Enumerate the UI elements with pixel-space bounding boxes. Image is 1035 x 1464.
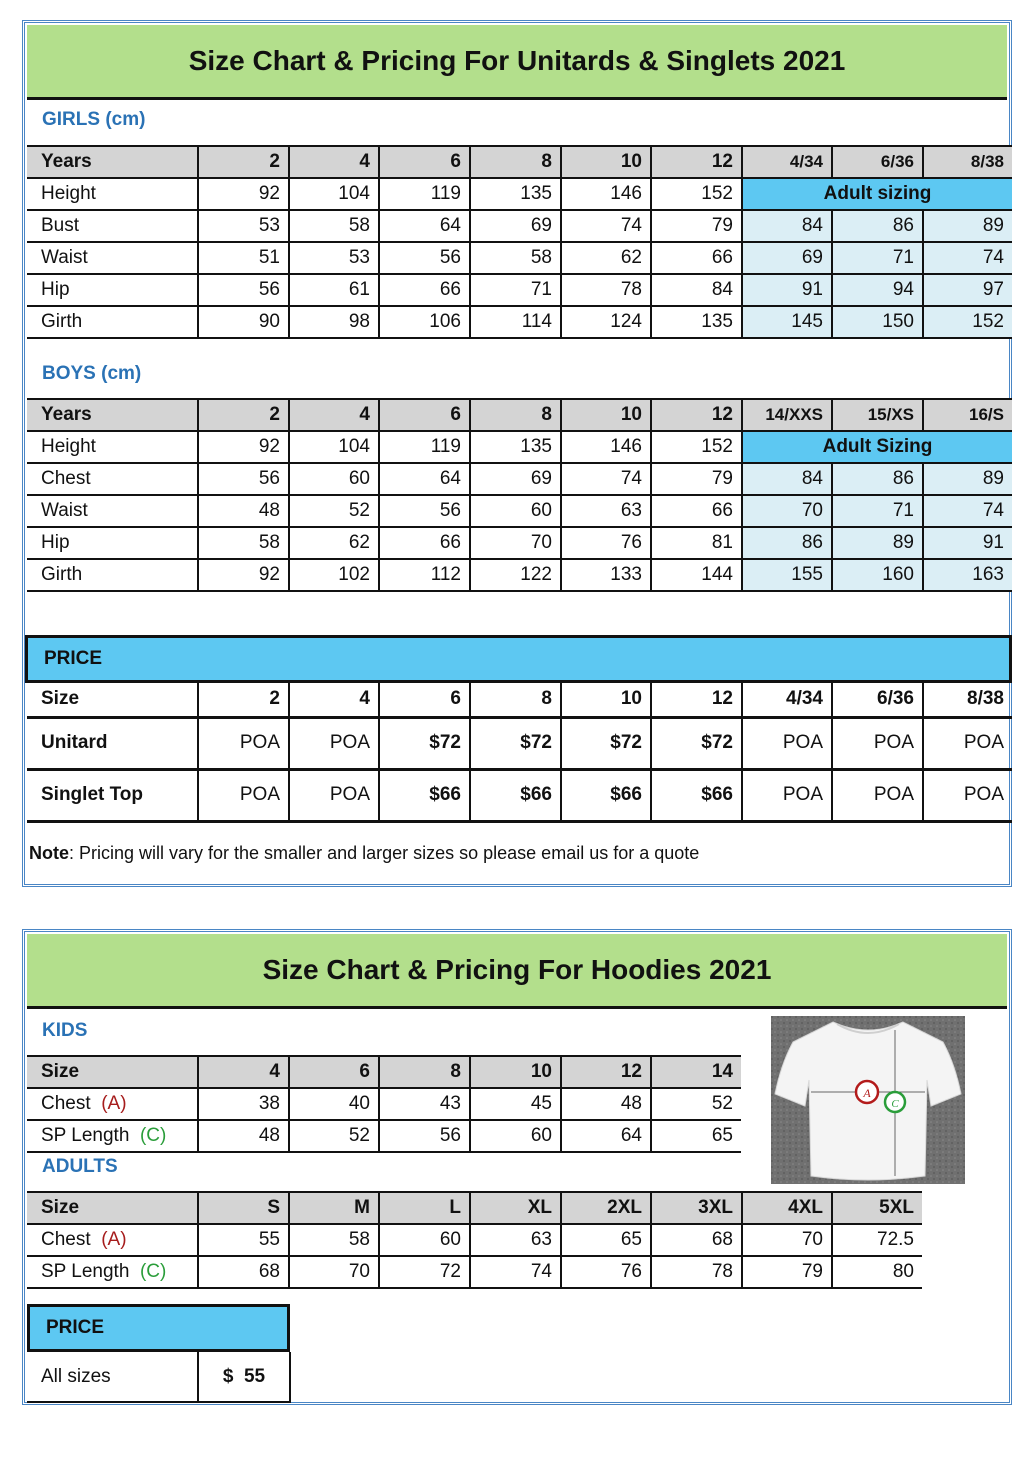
adults-header-cell: L xyxy=(379,1192,470,1224)
row-label: Height xyxy=(27,431,198,463)
hoodies-price-table xyxy=(27,1352,291,1403)
girls-size-table xyxy=(27,145,1012,339)
girls-header-cell: 8 xyxy=(470,146,561,178)
price-size-row xyxy=(27,683,1012,717)
table-cell: 97 xyxy=(923,274,1012,306)
boys-header-row xyxy=(27,399,1012,431)
table-cell: 64 xyxy=(379,210,470,242)
table-cell: 89 xyxy=(923,463,1012,495)
table-cell: 135 xyxy=(470,431,561,463)
girls-header-cell: 8/38 xyxy=(923,146,1012,178)
size-cell: 12 xyxy=(651,683,742,717)
boys-header-cell: 16/S xyxy=(923,399,1012,431)
table-cell: 63 xyxy=(470,1224,561,1256)
table-cell: 72 xyxy=(379,1256,470,1288)
size-cell: 2 xyxy=(198,683,289,717)
row-label: Girth xyxy=(27,306,198,338)
boys-header-cell: 15/XS xyxy=(832,399,923,431)
unitards-price-header: PRICE xyxy=(25,635,1012,683)
unitards-panel xyxy=(22,20,1012,887)
price-cell: $72 xyxy=(379,717,470,769)
boys-header-cell: 10 xyxy=(561,399,651,431)
row-label: Waist xyxy=(27,242,198,274)
adults-header-cell: XL xyxy=(470,1192,561,1224)
table-cell: 119 xyxy=(379,178,470,210)
boys-header-cell: 2 xyxy=(198,399,289,431)
price-cell: $66 xyxy=(651,769,742,821)
table-cell: 114 xyxy=(470,306,561,338)
price-cell: $66 xyxy=(470,769,561,821)
girls-row-waist xyxy=(27,242,1012,274)
size-cell: 6 xyxy=(379,683,470,717)
all-sizes-row xyxy=(27,1352,290,1402)
boys-header-cell: 6 xyxy=(379,399,470,431)
marker-a-label: (A) xyxy=(101,1093,127,1114)
table-cell: 76 xyxy=(561,527,651,559)
table-cell: 69 xyxy=(742,242,832,274)
boys-header-cell: 14/XXS xyxy=(742,399,832,431)
table-cell: 124 xyxy=(561,306,651,338)
table-cell: 78 xyxy=(651,1256,742,1288)
price-cell: POA xyxy=(923,717,1012,769)
kids-header-cell: 8 xyxy=(379,1056,470,1088)
adults-row-chest xyxy=(27,1224,922,1256)
table-cell: 150 xyxy=(832,306,923,338)
table-cell: 53 xyxy=(289,242,379,274)
row-label: Unitard xyxy=(27,717,198,769)
size-cell: 8/38 xyxy=(923,683,1012,717)
table-cell: 86 xyxy=(832,210,923,242)
price-row-singlet xyxy=(27,769,1012,821)
girls-row-bust xyxy=(27,210,1012,242)
kids-header-row xyxy=(27,1056,741,1088)
row-label: Size xyxy=(27,683,198,717)
table-cell: 65 xyxy=(561,1224,651,1256)
row-label xyxy=(27,1256,198,1288)
table-cell: 155 xyxy=(742,559,832,591)
kids-header-cell: 10 xyxy=(470,1056,561,1088)
row-label xyxy=(27,1224,198,1256)
adults-header-size: Size xyxy=(27,1192,198,1224)
table-cell: 56 xyxy=(379,495,470,527)
table-cell: 152 xyxy=(923,306,1012,338)
table-cell: 160 xyxy=(832,559,923,591)
table-cell: 56 xyxy=(379,1120,470,1152)
kids-row-chest xyxy=(27,1088,741,1120)
table-cell: 68 xyxy=(651,1224,742,1256)
table-cell: 38 xyxy=(198,1088,289,1120)
girls-header-cell: 10 xyxy=(561,146,651,178)
table-cell: 90 xyxy=(198,306,289,338)
note-label: Note xyxy=(29,843,69,863)
table-cell: 64 xyxy=(561,1120,651,1152)
price-cell: POA xyxy=(289,769,379,821)
table-cell: 102 xyxy=(289,559,379,591)
adults-header-cell: S xyxy=(198,1192,289,1224)
table-cell: 145 xyxy=(742,306,832,338)
boys-header-cell: 4 xyxy=(289,399,379,431)
table-cell: 66 xyxy=(379,274,470,306)
table-cell: 79 xyxy=(651,210,742,242)
table-cell: 45 xyxy=(470,1088,561,1120)
row-label-text: Chest xyxy=(41,1093,91,1114)
table-cell: 163 xyxy=(923,559,1012,591)
table-cell: 86 xyxy=(742,527,832,559)
note-text: : Pricing will vary for the smaller and larger sizes so please email us for a quote xyxy=(69,843,700,863)
size-cell: 4 xyxy=(289,683,379,717)
table-cell: 58 xyxy=(289,1224,379,1256)
price-cell: POA xyxy=(198,769,289,821)
table-cell: 81 xyxy=(651,527,742,559)
table-cell: 48 xyxy=(198,495,289,527)
table-cell: 135 xyxy=(470,178,561,210)
table-cell: 74 xyxy=(470,1256,561,1288)
size-cell: 4/34 xyxy=(742,683,832,717)
table-cell: 66 xyxy=(651,495,742,527)
table-cell: 94 xyxy=(832,274,923,306)
tshirt-icon xyxy=(771,1016,965,1184)
table-cell: 92 xyxy=(198,178,289,210)
table-cell: 70 xyxy=(289,1256,379,1288)
kids-header-cell: 12 xyxy=(561,1056,651,1088)
adults-header-cell: 3XL xyxy=(651,1192,742,1224)
table-cell: 70 xyxy=(742,1224,832,1256)
table-cell: 55 xyxy=(198,1224,289,1256)
table-cell: 146 xyxy=(561,431,651,463)
table-cell: 48 xyxy=(561,1088,651,1120)
kids-section-label: KIDS xyxy=(42,1020,88,1041)
table-cell: 76 xyxy=(561,1256,651,1288)
row-label: Bust xyxy=(27,210,198,242)
row-label: Height xyxy=(27,178,198,210)
table-cell: 40 xyxy=(289,1088,379,1120)
boys-row-height xyxy=(27,431,1012,463)
row-label-text: Chest xyxy=(41,1229,91,1250)
table-cell: 58 xyxy=(289,210,379,242)
table-cell: 98 xyxy=(289,306,379,338)
table-cell: 71 xyxy=(832,495,923,527)
adults-header-cell: 2XL xyxy=(561,1192,651,1224)
table-cell: 144 xyxy=(651,559,742,591)
boys-section-label: BOYS (cm) xyxy=(42,363,142,384)
boys-row-chest xyxy=(27,463,1012,495)
table-cell: 135 xyxy=(651,306,742,338)
kids-header-size: Size xyxy=(27,1056,198,1088)
girls-header-cell: 6 xyxy=(379,146,470,178)
marker-c-label: (C) xyxy=(139,1261,167,1282)
table-cell: 78 xyxy=(561,274,651,306)
hoodies-title: Size Chart & Pricing For Hoodies 2021 xyxy=(27,934,1007,1009)
price-cell: POA xyxy=(742,769,832,821)
price-cell: $66 xyxy=(561,769,651,821)
row-label: Hip xyxy=(27,274,198,306)
table-cell: 79 xyxy=(651,463,742,495)
all-sizes-label: All sizes xyxy=(27,1352,198,1402)
table-cell: 69 xyxy=(470,463,561,495)
table-cell: 92 xyxy=(198,559,289,591)
table-cell: 68 xyxy=(198,1256,289,1288)
shirt-marker-a: A xyxy=(863,1086,871,1100)
price-cell: POA xyxy=(198,717,289,769)
kids-header-cell: 6 xyxy=(289,1056,379,1088)
table-cell: 112 xyxy=(379,559,470,591)
price-cell: $72 xyxy=(651,717,742,769)
table-cell: 146 xyxy=(561,178,651,210)
table-cell: 52 xyxy=(289,495,379,527)
table-cell: 56 xyxy=(198,274,289,306)
table-cell: 60 xyxy=(289,463,379,495)
table-cell: 89 xyxy=(923,210,1012,242)
price-cell: POA xyxy=(832,717,923,769)
boys-row-waist xyxy=(27,495,1012,527)
table-cell: 56 xyxy=(198,463,289,495)
row-label: Chest xyxy=(27,463,198,495)
boys-header-cell: 12 xyxy=(651,399,742,431)
girls-row-hip xyxy=(27,274,1012,306)
all-sizes-price: $ 55 xyxy=(198,1352,290,1402)
kids-header-cell: 14 xyxy=(651,1056,741,1088)
adults-header-cell: 5XL xyxy=(832,1192,922,1224)
table-cell: 56 xyxy=(379,242,470,274)
table-cell: 58 xyxy=(198,527,289,559)
table-cell: 61 xyxy=(289,274,379,306)
girls-section-label: GIRLS (cm) xyxy=(42,109,146,130)
girls-row-height xyxy=(27,178,1012,210)
marker-a-label: (A) xyxy=(101,1229,127,1250)
table-cell: 92 xyxy=(198,431,289,463)
table-cell: 62 xyxy=(289,527,379,559)
tshirt-measurement-image xyxy=(771,1016,965,1184)
table-cell: 89 xyxy=(832,527,923,559)
table-cell: 84 xyxy=(651,274,742,306)
size-cell: 6/36 xyxy=(832,683,923,717)
boys-row-girth xyxy=(27,559,1012,591)
size-cell: 8 xyxy=(470,683,561,717)
girls-header-cell: 12 xyxy=(651,146,742,178)
adults-size-table xyxy=(27,1191,922,1289)
boys-header-years: Years xyxy=(27,399,198,431)
table-cell: 62 xyxy=(561,242,651,274)
table-cell: 74 xyxy=(561,463,651,495)
row-label: Singlet Top xyxy=(27,769,198,821)
table-cell: 60 xyxy=(470,1120,561,1152)
girls-header-row xyxy=(27,146,1012,178)
price-cell: POA xyxy=(923,769,1012,821)
girls-header-cell: 6/36 xyxy=(832,146,923,178)
table-cell: 70 xyxy=(470,527,561,559)
table-cell: 86 xyxy=(832,463,923,495)
adults-section-label: ADULTS xyxy=(42,1156,118,1177)
row-label-text: SP Length xyxy=(41,1125,130,1146)
table-cell: 104 xyxy=(289,431,379,463)
table-cell: 58 xyxy=(470,242,561,274)
marker-c-label: (C) xyxy=(139,1125,167,1146)
table-cell: 133 xyxy=(561,559,651,591)
table-cell: 60 xyxy=(379,1224,470,1256)
table-cell: 72.5 xyxy=(832,1224,922,1256)
table-cell: 74 xyxy=(561,210,651,242)
girls-header-cell: 4 xyxy=(289,146,379,178)
girls-header-cell: 4/34 xyxy=(742,146,832,178)
adults-header-cell: 4XL xyxy=(742,1192,832,1224)
table-cell: 104 xyxy=(289,178,379,210)
shirt-marker-c: C xyxy=(891,1098,899,1110)
table-cell: 48 xyxy=(198,1120,289,1152)
boys-size-table xyxy=(27,398,1012,592)
size-cell: 10 xyxy=(561,683,651,717)
table-cell: 152 xyxy=(651,431,742,463)
table-cell: 106 xyxy=(379,306,470,338)
boys-row-hip xyxy=(27,527,1012,559)
table-cell: 66 xyxy=(379,527,470,559)
table-cell: 119 xyxy=(379,431,470,463)
table-cell: 63 xyxy=(561,495,651,527)
table-cell: 65 xyxy=(651,1120,741,1152)
adults-row-length xyxy=(27,1256,922,1288)
unitards-title: Size Chart & Pricing For Unitards & Singlets 2021 xyxy=(27,25,1007,100)
row-label xyxy=(27,1120,198,1152)
table-cell: 52 xyxy=(651,1088,741,1120)
girls-header-cell: 2 xyxy=(198,146,289,178)
table-cell: 74 xyxy=(923,242,1012,274)
table-cell: 51 xyxy=(198,242,289,274)
price-row-unitard xyxy=(27,717,1012,769)
price-cell: POA xyxy=(742,717,832,769)
table-cell: 60 xyxy=(470,495,561,527)
price-cell: POA xyxy=(289,717,379,769)
table-cell: 152 xyxy=(651,178,742,210)
table-cell: 53 xyxy=(198,210,289,242)
unitards-price-table xyxy=(27,683,1012,823)
boys-adult-sizing-label: Adult Sizing xyxy=(742,431,1012,463)
row-label xyxy=(27,1088,198,1120)
table-cell: 122 xyxy=(470,559,561,591)
kids-size-table xyxy=(27,1055,741,1153)
girls-header-years: Years xyxy=(27,146,198,178)
row-label-text: SP Length xyxy=(41,1261,130,1282)
kids-row-length xyxy=(27,1120,741,1152)
girls-row-girth xyxy=(27,306,1012,338)
row-label: Waist xyxy=(27,495,198,527)
table-cell: 84 xyxy=(742,210,832,242)
table-cell: 43 xyxy=(379,1088,470,1120)
price-cell: $72 xyxy=(561,717,651,769)
kids-header-cell: 4 xyxy=(198,1056,289,1088)
table-cell: 71 xyxy=(470,274,561,306)
table-cell: 52 xyxy=(289,1120,379,1152)
table-cell: 80 xyxy=(832,1256,922,1288)
price-cell: POA xyxy=(832,769,923,821)
table-cell: 84 xyxy=(742,463,832,495)
price-cell: $72 xyxy=(470,717,561,769)
hoodies-panel xyxy=(22,929,1012,1405)
table-cell: 69 xyxy=(470,210,561,242)
table-cell: 66 xyxy=(651,242,742,274)
table-cell: 70 xyxy=(742,495,832,527)
table-cell: 91 xyxy=(923,527,1012,559)
girls-adult-sizing-label: Adult sizing xyxy=(742,178,1012,210)
row-label: Girth xyxy=(27,559,198,591)
row-label: Hip xyxy=(27,527,198,559)
table-cell: 79 xyxy=(742,1256,832,1288)
table-cell: 71 xyxy=(832,242,923,274)
table-cell: 91 xyxy=(742,274,832,306)
adults-header-cell: M xyxy=(289,1192,379,1224)
pricing-note xyxy=(29,843,699,864)
table-cell: 64 xyxy=(379,463,470,495)
boys-header-cell: 8 xyxy=(470,399,561,431)
price-cell: $66 xyxy=(379,769,470,821)
adults-header-row xyxy=(27,1192,922,1224)
table-cell: 74 xyxy=(923,495,1012,527)
hoodies-price-header: PRICE xyxy=(27,1304,290,1352)
